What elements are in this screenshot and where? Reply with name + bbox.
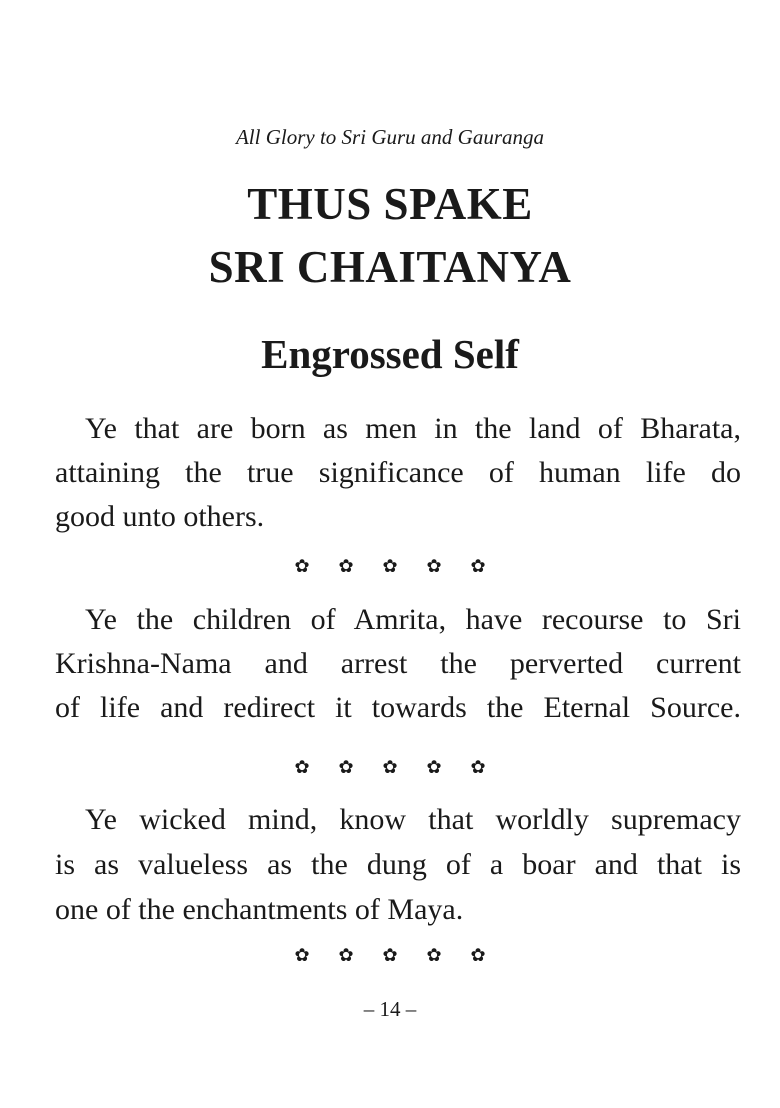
flower-icon: ✿ [470,757,486,777]
flower-icon: ✿ [294,556,310,576]
flower-icon: ✿ [426,757,442,777]
flower-separator [0,757,780,778]
flower-icon: ✿ [470,556,486,576]
section-title: Engrossed Self [261,331,519,377]
text-line: Krishna-Nama and arrest the perverted current [55,647,741,680]
text-line: is as valueless as the dung of a boar and that is [55,848,741,881]
flower-separator [0,945,780,966]
flower-icon: ✿ [338,556,354,576]
flower-icon: ✿ [426,556,442,576]
flower-icon: ✿ [426,945,442,965]
flower-separator [0,556,780,577]
flower-icon: ✿ [382,757,398,777]
text-line: Ye the children of Amrita, have recourse to Sri [85,603,741,636]
flower-icon: ✿ [338,757,354,777]
flower-icon: ✿ [294,945,310,965]
text-line: good unto others. [55,500,265,533]
text-line: attaining the true significance of human life do [55,456,741,489]
flower-icon: ✿ [382,945,398,965]
book-title-line-2: SRI CHAITANYA [208,242,572,292]
book-title-line-1: THUS SPAKE [247,179,533,229]
flower-icon: ✿ [338,945,354,965]
text-line: Ye that are born as men in the land of Bharata, [85,412,741,445]
page-number: – 14 – [363,997,417,1021]
flower-icon: ✿ [382,556,398,576]
flower-icon: ✿ [294,757,310,777]
flower-icon: ✿ [470,945,486,965]
text-line: one of the enchantments of Maya. [55,893,464,926]
text-line: Ye wicked mind, know that worldly supremacy [85,803,741,836]
invocation-line: All Glory to Sri Guru and Gauranga [235,125,544,149]
text-line: of life and redirect it towards the Eternal Source. [55,691,741,724]
